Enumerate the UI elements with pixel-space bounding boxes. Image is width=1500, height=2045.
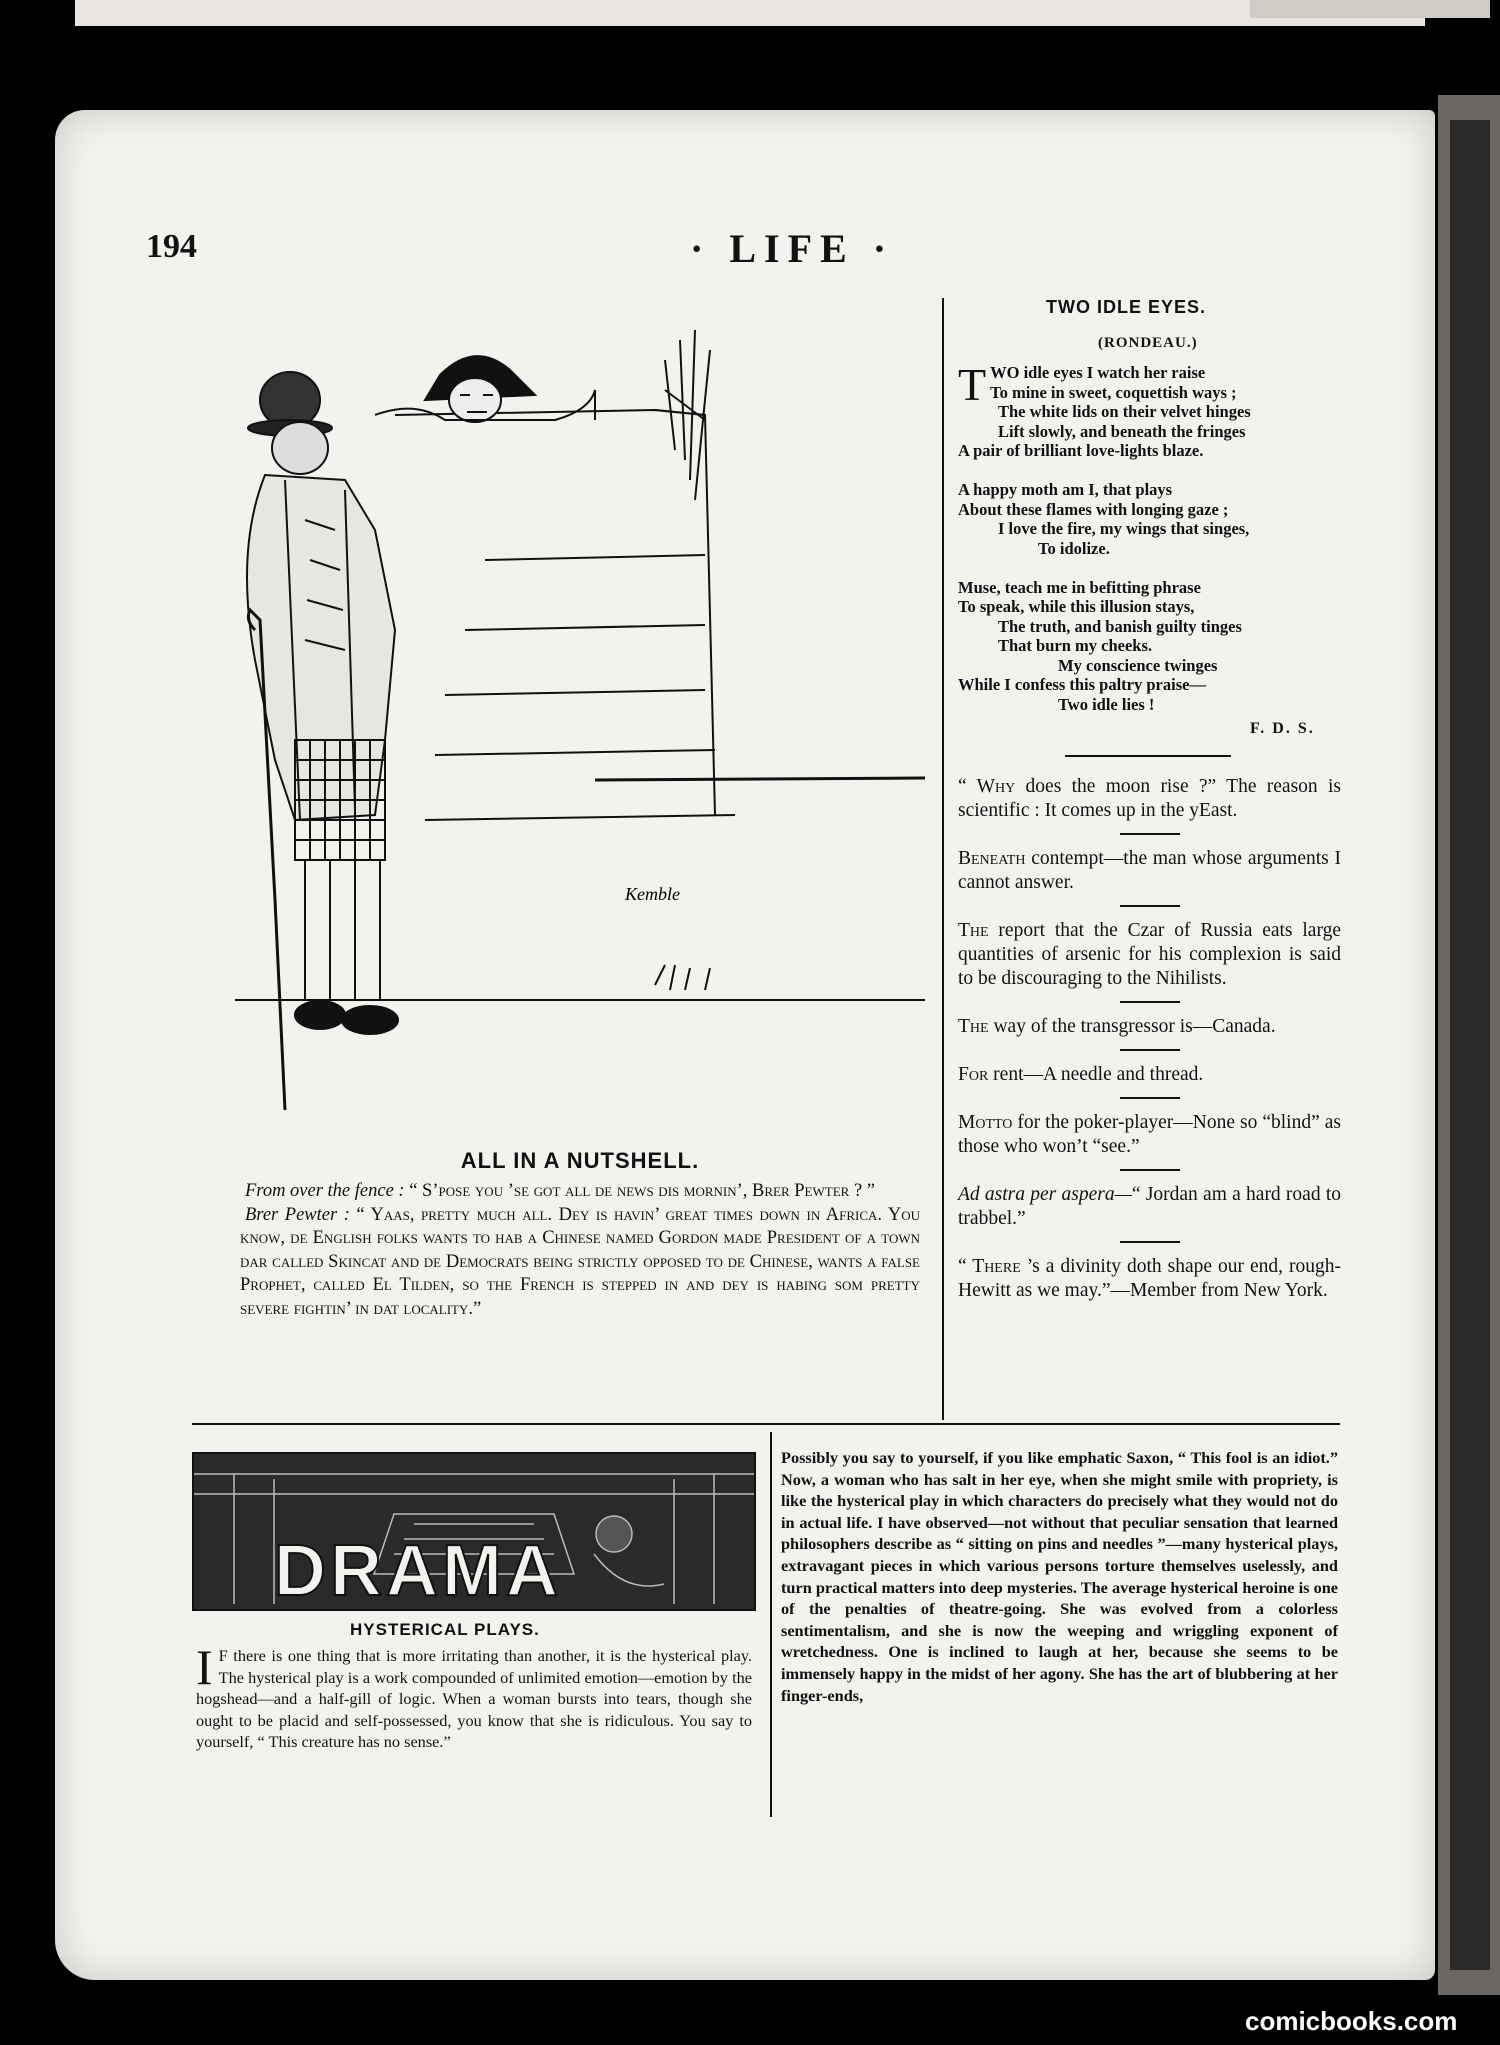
drama-column-1 [196, 1639, 752, 1753]
right-page-shadow [1450, 120, 1490, 1970]
poem-rule [1065, 755, 1231, 757]
joke-separator [1120, 1169, 1180, 1171]
joke-item [958, 1015, 1341, 1039]
top-page-edge-right [1250, 0, 1490, 18]
joke-separator [1120, 1001, 1180, 1003]
joke-item [958, 1255, 1341, 1303]
poem-line: A happy moth am I, that plays [958, 480, 1173, 499]
poem-line: My conscience twinges [1058, 655, 1218, 675]
poem-line [958, 558, 1328, 578]
top-page-edge [75, 0, 1425, 26]
poem-title: TWO IDLE EYES. [1046, 297, 1207, 317]
poem-line: The truth, and banish guilty tinges [998, 616, 1242, 636]
speech-1: “ S’pose you ’se got all de news dis mornin’, Brer Pewter ? ” [409, 1181, 875, 1201]
poem-line: That burn my cheeks. [998, 636, 1153, 655]
poem-line: To speak, while this illusion stays, [958, 597, 1195, 616]
masthead: · LIFE · [690, 226, 895, 271]
poem-line: Lift slowly, and beneath the fringes [998, 421, 1246, 441]
drama-title: HYSTERICAL PLAYS. [350, 1620, 540, 1639]
joke-separator [1120, 1049, 1180, 1051]
joke-lead: Ad astra per aspera— [958, 1184, 1132, 1205]
cartoon-dialogue [240, 1180, 920, 1321]
speaker-1: From over the fence : [245, 1181, 405, 1201]
joke-separator [1120, 1241, 1180, 1243]
drama-column-2: Possibly you say to yourself, if you like emphatic Saxon, “ This fool is an idiot.” Now, a woman who has salt in her eye, when she might smile with propriety, is like the hysterical play in which characters do precisely what they would not do in actual life. I have observed—not without that peculiar sensation that learned philosophers describe as “ sitting on pins and needles ”—many hysterical plays, extravagant pieces in which various persons torture themselves uselessly, and turn practical matters into deep mysteries. The average hysterical heroine is one of the penalties of theatre-going. She was evolved from a colorless sentimentalism, and she is now the weeping and wriggling exponent of wretchedness. One is inclined to laugh at her, because she seems to be immensely happy in the midst of her agony. She has the art of blubbering at her finger-ends, [781, 1448, 1338, 1705]
drama-col1-text: F there is one thing that is more irritating than another, it is the hysterical play. The hysterical play is a work compounded of unlimited emotion—emotion by the hogshead—and a half-gill of logic. When a woman bursts into tears, though she ought to be placid and self-possessed, you know that she is ridiculous. You say to yourself, “ This creature has no sense.” [196, 1646, 752, 1751]
poem-body [958, 359, 1328, 714]
joke-text: “ Jordan am a hard road to trabbel.” [958, 1184, 1341, 1229]
joke-text: contempt—the man whose arguments I cannot answer. [958, 848, 1341, 893]
drama-drop-cap: I [196, 1639, 213, 1695]
poem-line [958, 461, 1328, 481]
joke-item [958, 775, 1341, 823]
poem-line: A pair of brilliant love-lights blaze. [958, 441, 1204, 460]
joke-item [958, 919, 1341, 991]
poem-subtitle: (RONDEAU.) [1098, 335, 1198, 351]
page-number: 194 [146, 228, 197, 265]
poem-line: Two idle lies ! [1058, 694, 1155, 714]
joke-separator [1120, 905, 1180, 907]
joke-lead: “ Why [958, 776, 1016, 797]
dialogue-line-2 [240, 1204, 920, 1322]
poem-drop-cap: T [958, 359, 987, 410]
artist-signature: Kemble [625, 884, 680, 904]
joke-text: way of the transgressor is—Canada. [988, 1016, 1276, 1037]
joke-text: rent—A needle and thread. [988, 1064, 1204, 1085]
poem-line: I love the fire, my wings that singes, [998, 519, 1250, 538]
joke-text: does the moon rise ?” The reason is scientific : It comes up in the yEast. [958, 776, 1341, 821]
joke-item [958, 847, 1341, 895]
poem-line: To idolize. [1038, 538, 1110, 558]
joke-item [958, 1183, 1341, 1231]
joke-text: ’s a divinity doth shape our end, rough-Hewitt as we may.”—Member from New York. [958, 1256, 1341, 1301]
joke-separator [1120, 1097, 1180, 1099]
poem-line: WO idle eyes I watch her raise [990, 363, 1206, 382]
joke-lead: The [958, 920, 989, 941]
cartoon-illustration [235, 300, 925, 1115]
watermark: comicbooks.com [1245, 2006, 1458, 2036]
poem-line: To mine in sweet, coquettish ways ; [990, 382, 1237, 402]
joke-lead: For [958, 1064, 989, 1085]
joke-text: for the poker-player—None so “blind” as those who won’t “see.” [958, 1112, 1341, 1157]
poem-line: The white lids on their velvet hinges [998, 402, 1251, 421]
dialogue-line-1 [240, 1180, 920, 1204]
joke-lead: Beneath [958, 848, 1026, 869]
column-divider [942, 298, 944, 1420]
poem-signature: F. D. S. [1250, 720, 1315, 737]
cartoon-title: ALL IN A NUTSHELL. [460, 1148, 700, 1173]
poem-line: Muse, teach me in befitting phrase [958, 577, 1201, 597]
joke-text: report that the Czar of Russia eats large quantities of arsenic for his complexion is said to be discouraging to the Nihilists. [958, 920, 1341, 989]
joke-separator [1120, 833, 1180, 835]
joke-lead: “ There [958, 1256, 1021, 1277]
joke-lead: The [958, 1016, 989, 1037]
poem-line: About these flames with longing gaze ; [958, 499, 1229, 519]
jokes-column [958, 775, 1341, 1303]
joke-lead: Motto [958, 1112, 1013, 1133]
drama-banner [192, 1452, 756, 1611]
poem-line: While I confess this paltry praise— [958, 675, 1206, 694]
drama-column-divider [770, 1432, 772, 1817]
joke-item [958, 1063, 1341, 1087]
poem-lines [958, 359, 1328, 714]
speech-2: “ Yaas, pretty much all. Dey is havin’ great times down in Africa. You know, de English folks wants to hab a Chinese named Gordon made President of a town dar called Skincat and de Democrats being strictly opposed to de Chinese, wants a false Prophet, called El Tilden, so the French is stepped in and dey is habing som pretty severe fightin’ in dat locality.” [240, 1204, 920, 1319]
joke-item [958, 1111, 1341, 1159]
section-divider [192, 1423, 1340, 1425]
drama-word: DRAMA [274, 1531, 562, 1611]
speaker-2: Brer Pewter : [245, 1204, 350, 1225]
